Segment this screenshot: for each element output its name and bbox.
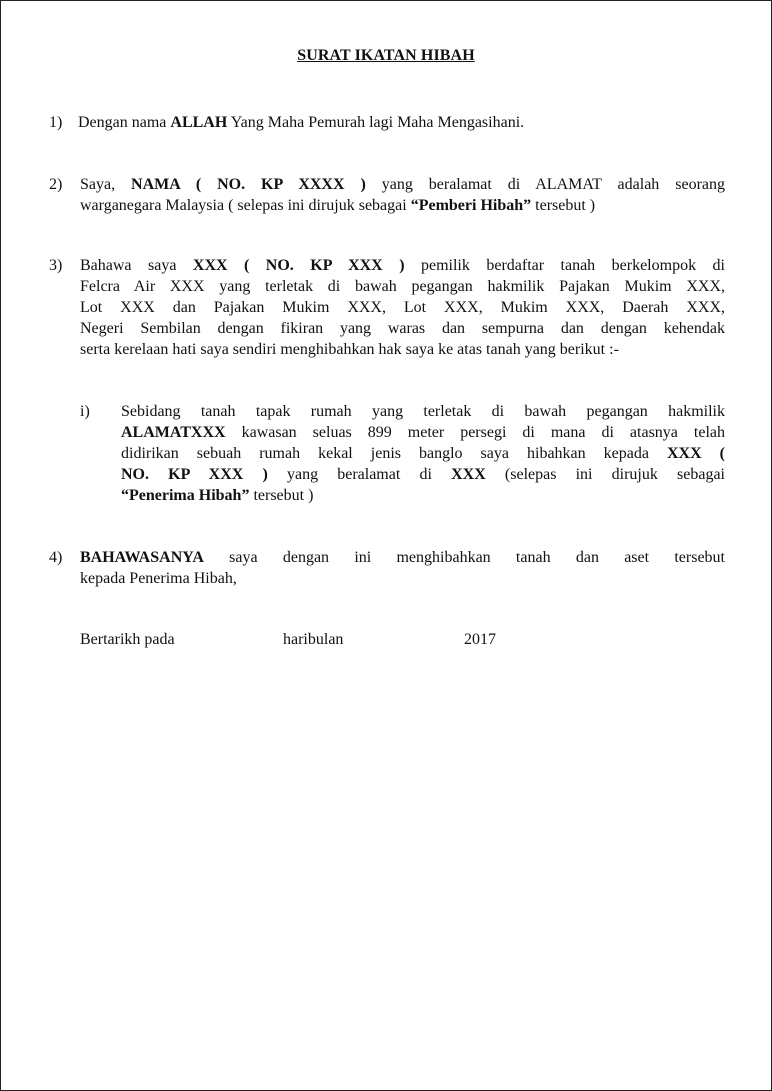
subitem-i-line-4-bold-1: NO. KP XXX ): [121, 466, 268, 483]
item-2-line-2-bold: “Pemberi Hibah”: [410, 197, 532, 214]
item-3-line-1-pre: Bahawa saya: [80, 257, 193, 274]
item-3-line-3: Lot XXX dan Pajakan Mukim XXX, Lot XXX, Mukim XXX, Daerah XXX,: [80, 299, 725, 316]
item-2-line-1-pre: Saya,: [80, 176, 132, 193]
subitem-i-line-2-post: kawasan seluas 899 meter persegi di mana di atasnya telah: [225, 424, 725, 441]
item-2-line-2: [80, 195, 595, 216]
subitem-i-line-5-bold: “Penerima Hibah”: [121, 487, 250, 504]
month-label: haribulan: [283, 631, 344, 648]
item-2-number: 2): [49, 176, 63, 193]
item-3-line-1-post: pemilik berdaftar tanah berkelompok di: [404, 257, 725, 274]
item-4-line-2: kepada Penerima Hibah,: [80, 570, 237, 587]
item-2-line-2-post: tersebut ): [531, 197, 596, 214]
item-4-number: 4): [49, 549, 63, 566]
subitem-i-line-4-post: (selepas ini dirujuk sebagai: [485, 466, 726, 483]
item-1-text-pre: Dengan nama: [78, 114, 171, 131]
item-3-line-1-bold: XXX ( NO. KP XXX ): [192, 257, 405, 274]
item-3-number: 3): [49, 257, 63, 274]
document-title: SURAT IKATAN HIBAH: [297, 47, 475, 64]
subitem-i-line-2: [121, 422, 725, 443]
item-1-number: 1): [49, 114, 63, 131]
subitem-i-line-4-mid: yang beralamat di: [267, 466, 452, 483]
subitem-i-line-1: Sebidang tanah tapak rumah yang terletak di bawah pegangan hakmilik: [121, 403, 725, 420]
item-1-text-bold: ALLAH: [170, 114, 228, 131]
item-1-text-post: Yang Maha Pemurah lagi Maha Mengasihani.: [227, 114, 525, 131]
item-3-line-1: [80, 255, 725, 276]
year-value: 2017: [464, 631, 496, 648]
subitem-i-number: i): [80, 403, 90, 420]
subitem-i-line-4: [121, 464, 725, 485]
item-4-line-1-bold: BAHAWASANYA: [80, 549, 204, 566]
item-4-line-1-post: saya dengan ini menghibahkan tanah dan aset tersebut: [203, 549, 725, 566]
subitem-i-line-3-bold: XXX (: [666, 445, 725, 462]
subitem-i-line-3-pre: didirikan sebuah rumah kekal jenis banglo saya hibahkan kepada: [121, 445, 667, 462]
item-3-line-2: Felcra Air XXX yang terletak di bawah pegangan hakmilik Pajakan Mukim XXX,: [80, 278, 725, 295]
item-3-line-4: Negeri Sembilan dengan fikiran yang waras dan sempurna dan dengan kehendak: [80, 320, 725, 337]
item-3-line-5: serta kerelaan hati saya sendiri menghibahkan hak saya ke atas tanah yang berikut :-: [80, 341, 619, 358]
subitem-i-line-2-bold: ALAMATXXX: [121, 424, 226, 441]
dated-label: Bertarikh pada: [80, 631, 175, 648]
subitem-i-line-4-bold-2: XXX: [451, 466, 486, 483]
subitem-i-line-5-post: tersebut ): [249, 487, 314, 504]
item-4-line-1: [80, 547, 725, 568]
item-2-line-1-bold: NAMA ( NO. KP XXXX ): [131, 176, 366, 193]
item-2-line-2-pre: warganegara Malaysia ( selepas ini dirujuk sebagai: [80, 197, 411, 214]
item-1-text: [78, 112, 524, 133]
item-2-line-1-post: yang beralamat di ALAMAT adalah seorang: [365, 176, 726, 193]
subitem-i-line-3: [121, 443, 725, 464]
subitem-i-line-5: [121, 485, 313, 506]
item-2-line-1: [80, 174, 725, 195]
